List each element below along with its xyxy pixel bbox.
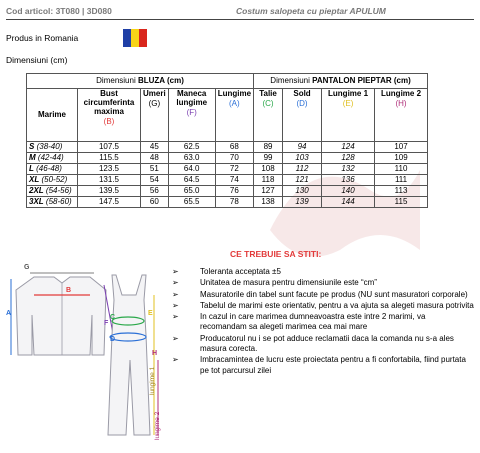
note-text: Imbracamintea de lucru este proiectata pentru a fi confortabila, fiind purtata pe tot parcursul zilei: [200, 355, 466, 375]
figure-letter-g: G: [24, 264, 30, 271]
value-cell: 128: [322, 153, 375, 164]
table-row: [27, 175, 428, 186]
column-letter: (B): [103, 117, 115, 126]
value-cell: 60: [141, 197, 169, 208]
size-cell: S (38-40): [27, 142, 78, 153]
column-label: Sold: [293, 89, 311, 98]
value-cell: 110: [375, 164, 428, 175]
value-cell: 132: [322, 164, 375, 175]
column-label: Bust circumferinta maxima: [83, 89, 135, 116]
size-cell: XL (50-52): [27, 175, 78, 186]
value-cell: 107.5: [78, 142, 141, 153]
value-cell: 76: [215, 186, 253, 197]
value-cell: 136: [322, 175, 375, 186]
value-cell: 127: [254, 186, 283, 197]
value-cell: 109: [375, 153, 428, 164]
column-label: Lungime 1: [328, 89, 369, 98]
value-cell: 131.5: [78, 175, 141, 186]
column-header: [215, 89, 253, 142]
value-cell: 99: [254, 153, 283, 164]
value-cell: 64.0: [168, 164, 215, 175]
value-cell: 94: [283, 142, 322, 153]
bluza-group-header: [27, 74, 254, 89]
value-cell: 89: [254, 142, 283, 153]
table-row: [27, 164, 428, 175]
romania-flag-icon: [123, 29, 147, 47]
note-item: [172, 312, 474, 333]
pantalon-title-bold: PANTALON PIEPTAR (cm): [312, 76, 411, 85]
value-cell: 118: [254, 175, 283, 186]
value-cell: 144: [322, 197, 375, 208]
size-cell: L (46-48): [27, 164, 78, 175]
value-cell: 107: [375, 142, 428, 153]
table-row: [27, 142, 428, 153]
value-cell: 68: [215, 142, 253, 153]
arrow-bullet-icon: ➢: [172, 300, 179, 310]
figure-letter-b: B: [66, 287, 72, 294]
pantalon-group-header: [254, 74, 428, 89]
pantalon-title-prefix: Dimensiuni: [270, 76, 313, 85]
column-label: Maneca lungime: [176, 89, 208, 107]
column-letter: (G): [148, 99, 161, 108]
arrow-bullet-icon: ➢: [172, 333, 179, 343]
value-cell: 111: [375, 175, 428, 186]
column-letter: (C): [262, 99, 274, 108]
column-label: Umeri: [143, 89, 166, 98]
value-cell: 65.0: [168, 186, 215, 197]
value-cell: 139.5: [78, 186, 141, 197]
value-cell: 56: [141, 186, 169, 197]
value-cell: 115.5: [78, 153, 141, 164]
column-header: [168, 89, 215, 142]
table-row: [27, 186, 428, 197]
table-row: [27, 153, 428, 164]
column-letter: (D): [296, 99, 308, 108]
column-label: Lungime: [217, 89, 252, 98]
product-title: Costum salopeta cu pieptar APULUM: [236, 6, 386, 16]
size-cell: 3XL (58-60): [27, 197, 78, 208]
size-cell: M (42-44): [27, 153, 78, 164]
value-cell: 113: [375, 186, 428, 197]
dimensions-label: Dimensiuni (cm): [6, 55, 68, 65]
arrow-bullet-icon: ➢: [172, 289, 179, 299]
size-cell: 2XL (54-56): [27, 186, 78, 197]
value-cell: 103: [283, 153, 322, 164]
value-cell: 51: [141, 164, 169, 175]
value-cell: 48: [141, 153, 169, 164]
figure-letter-d: D: [110, 336, 116, 343]
value-cell: 65.5: [168, 197, 215, 208]
value-cell: 72: [215, 164, 253, 175]
note-item: [172, 290, 474, 300]
arrow-bullet-icon: ➢: [172, 278, 179, 288]
column-header: [375, 89, 428, 142]
value-cell: 54: [141, 175, 169, 186]
note-text: Masuratorile din tabel sunt facute pe produs (NU sunt masuratori corporale): [200, 289, 468, 299]
value-cell: 139: [283, 197, 322, 208]
note-text: Toleranta acceptata ±5: [200, 267, 281, 276]
value-cell: 62.5: [168, 142, 215, 153]
column-letter: (A): [229, 99, 240, 108]
note-item: [172, 355, 474, 376]
column-letter: (H): [395, 99, 407, 108]
marime-header: Marime: [27, 89, 78, 142]
value-cell: 140: [322, 186, 375, 197]
article-code: Cod articol: 3T080 | 3D080: [6, 6, 112, 16]
value-cell: 130: [283, 186, 322, 197]
lungime2-label: lungime 2: [154, 411, 161, 440]
notes-title: CE TREBUIE SA STITI:: [230, 249, 322, 259]
value-cell: 115: [375, 197, 428, 208]
bluza-title-prefix: Dimensiuni: [96, 76, 138, 85]
value-cell: 70: [215, 153, 253, 164]
note-item: [172, 278, 474, 288]
column-label: Talie: [259, 89, 277, 98]
value-cell: 123.5: [78, 164, 141, 175]
column-header: [78, 89, 141, 142]
column-header: [141, 89, 169, 142]
note-text: Producatorul nu i se pot adduce reclamatii daca la comanda nu s-a ales masura corecta.: [200, 333, 454, 354]
note-text: Unitatea de masura pentru dimensiunile este “cm”: [200, 278, 377, 288]
value-cell: 121: [283, 175, 322, 186]
arrow-bullet-icon: ➢: [172, 312, 179, 322]
value-cell: 124: [322, 142, 375, 153]
figure-letter-f: F: [104, 320, 109, 327]
figure-letter-c: C: [110, 314, 116, 321]
column-header: [322, 89, 375, 142]
value-cell: 147.5: [78, 197, 141, 208]
note-item: [172, 334, 474, 355]
column-header: [283, 89, 322, 142]
column-letter: (E): [342, 99, 354, 108]
figure-letter-e: E: [148, 310, 153, 317]
table-row: [27, 197, 428, 208]
value-cell: 64.5: [168, 175, 215, 186]
value-cell: 45: [141, 142, 169, 153]
value-cell: 63.0: [168, 153, 215, 164]
figure-letter-h: H: [152, 350, 158, 357]
bluza-title-bold: BLUZA (cm): [137, 76, 184, 85]
header-divider: [6, 19, 474, 20]
size-table: [26, 73, 428, 208]
note-text: Tabelul de marimi este orientativ, pentru a va ajuta sa alegeti masura potrivita: [200, 300, 474, 310]
value-cell: 74: [215, 175, 253, 186]
note-item: [172, 301, 474, 311]
garment-illustration: [4, 255, 164, 450]
value-cell: 138: [254, 197, 283, 208]
value-cell: 112: [283, 164, 322, 175]
arrow-bullet-icon: ➢: [172, 355, 179, 365]
jacket-outline: [16, 277, 106, 355]
column-label: Lungime 2: [381, 89, 422, 98]
note-text: In cazul in care marimea dumneavoastra este intre 2 marimi, va recomandam sa alegeti marimea cea mai mare: [200, 312, 426, 332]
note-item: [172, 267, 474, 277]
notes-list: [172, 267, 474, 377]
column-letter: (F): [186, 108, 197, 117]
value-cell: 108: [254, 164, 283, 175]
figure-letter-a: A: [6, 310, 12, 317]
column-header: [254, 89, 283, 142]
lungime1-label: lungime 1: [149, 366, 156, 395]
value-cell: 78: [215, 197, 253, 208]
arrow-bullet-icon: ➢: [172, 267, 179, 276]
made-in-label: Produs in Romania: [6, 33, 79, 43]
overalls-outline: [108, 275, 150, 435]
